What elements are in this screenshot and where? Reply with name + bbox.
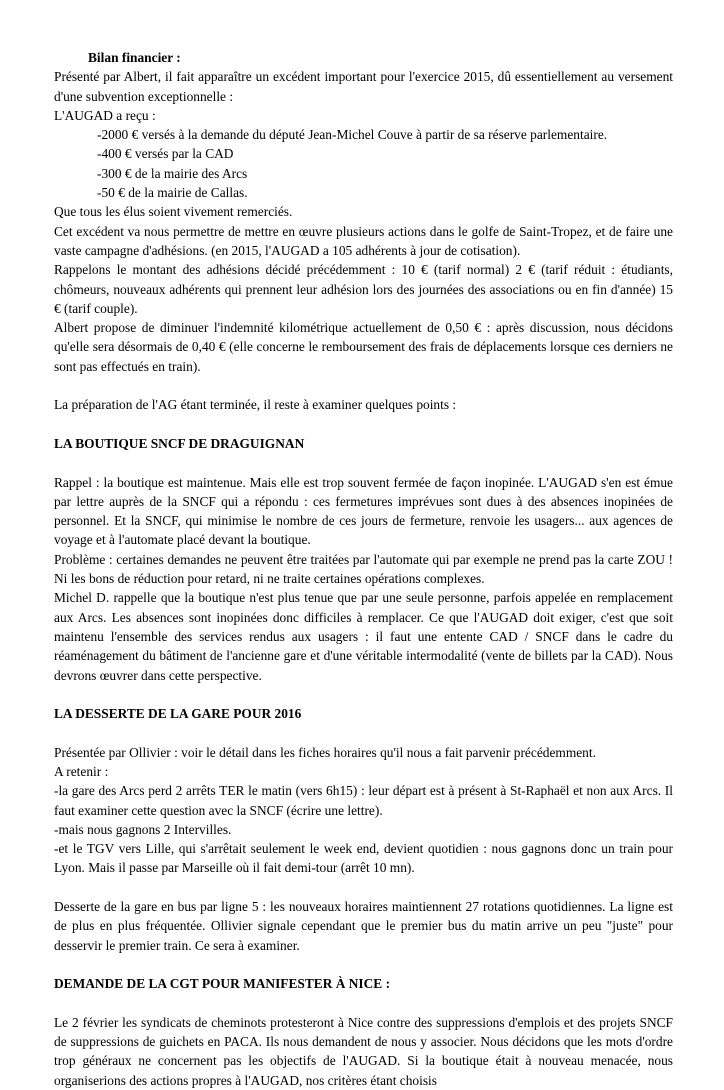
spacer	[54, 685, 673, 704]
bilan-item: -400 € versés par la CAD	[97, 146, 234, 162]
bilan-item: -300 € de la mairie des Arcs	[97, 165, 248, 181]
desserte-paragraph: Présentée par Ollivier : voir le détail dans les fiches horaires qu'il nous a fait parvenir précédemment.	[54, 744, 596, 760]
desserte-heading: LA DESSERTE DE LA GARE POUR 2016	[54, 706, 302, 722]
bilan-paragraph: Rappelons le montant des adhésions décidé précédemment : 10 € (tarif normal) 2 € (tarif réduit : étudiants, chômeurs, nouveaux adhérents qui prennent leur adhésion lors des journées des associations ou en fin d'année) 15 € (tarif couple).	[54, 262, 673, 316]
bilan-item: -50 € de la mairie de Callas.	[97, 185, 248, 201]
spacer	[54, 878, 673, 897]
boutique-paragraph: Rappel : la boutique est maintenue. Mais elle est trop souvent fermée de façon inopinée. L'AUGAD s'en est émue par lettre auprès de la SNCF qui a répondu : ces fermetures imprévues sont dues à des absences inopinées de personnel. Et la SNCF, qui minimise le nombre de ces jours de fermeture, renvoie les usagers... aux agences de voyage et à l'automate placé devant la boutique.	[54, 474, 673, 548]
cgt-paragraph: Le 2 février les syndicats de cheminots protesteront à Nice contre des suppressions d'emplois et des projets SNCF de suppressions de guichets en PACA. Ils nous demandent de nous y associer. Nous décidons que les mots d'ordre trop généraux ne concernent pas les objectifs de l'AUGAD. Si la boutique était à nouveau menacée, nous organiserions des actions propres à l'AUGAD, nos critères étant choisis	[54, 1014, 673, 1088]
document-page	[54, 48, 673, 1090]
spacer	[54, 376, 673, 395]
desserte-paragraph: Desserte de la gare en bus par ligne 5 : les nouveaux horaires maintiennent 27 rotations quotidiennes. La ligne est de plus en plus fréquentée. Ollivier signale cependant que le premier bus du matin arrive un peu "juste" pour desservir le premier train. Ce sera à examiner.	[54, 899, 673, 953]
cgt-heading: DEMANDE DE LA CGT POUR MANIFESTER À NICE :	[54, 976, 391, 992]
bilan-thanks: Que tous les élus soient vivement remerciés.	[54, 204, 293, 220]
bilan-recu-label: L'AUGAD a reçu :	[54, 107, 156, 123]
bilan-intro: Présenté par Albert, il fait apparaître un excédent important pour l'exercice 2015, dû essentiellement au versement d'une subvention exceptionnelle :	[54, 69, 673, 104]
spacer	[54, 955, 673, 974]
spacer	[54, 994, 673, 1013]
bilan-paragraph: La préparation de l'AG étant terminée, il reste à examiner quelques points :	[54, 397, 457, 413]
bilan-paragraph: Cet excédent va nous permettre de mettre en œuvre plusieurs actions dans le golfe de Saint-Tropez, et de faire une vaste campagne d'adhésions. (en 2015, l'AUGAD a 105 adhérents à jour de cotisation).	[54, 223, 673, 258]
desserte-paragraph: -mais nous gagnons 2 Intervilles.	[54, 821, 232, 837]
spacer	[54, 415, 673, 434]
spacer	[54, 453, 673, 472]
boutique-paragraph: Problème : certaines demandes ne peuvent être traitées par l'automate qui par exemple ne prend pas la carte ZOU ! Ni les bons de réduction pour retard, ni ne traite certaines opérations complexes.	[54, 551, 673, 587]
desserte-paragraph: -la gare des Arcs perd 2 arrêts TER le matin (vers 6h15) : leur départ est à présent à St-Raphaël et non aux Arcs. Il faut examiner cette question avec la SNCF (écrire une lettre).	[54, 783, 673, 818]
boutique-heading: LA BOUTIQUE SNCF DE DRAGUIGNAN	[54, 435, 305, 451]
bilan-paragraph: Albert propose de diminuer l'indemnité kilométrique actuellement de 0,50 € : après discussion, nous décidons qu'elle sera désormais de 0,40 € (elle concerne le remboursement des frais de déplacements lorsque ces derniers ne sont pas effectués en train).	[54, 320, 673, 374]
boutique-paragraph: Michel D. rappelle que la boutique n'est plus tenue que par une seule personne, parfois appelée en remplacement aux Arcs. Les absences sont inopinées donc difficiles à remplacer. Ce que l'AUGAD doit exiger, c'est que soit maintenu l'ensemble des services rendus aux usagers : il faut une entente CAD / SNCF dans le cadre du réaménagement du bâtiment de l'ancienne gare et d'une véritable intermodalité (vente de billets par la CAD). Nous devrons œuvrer dans cette perspective.	[54, 590, 673, 683]
bilan-item: -2000 € versés à la demande du député Jean-Michel Couve à partir de sa réserve parlementaire.	[97, 127, 608, 143]
spacer	[54, 723, 673, 742]
desserte-paragraph: A retenir :	[54, 763, 109, 779]
desserte-paragraph: -et le TGV vers Lille, qui s'arrêtait seulement le week end, devient quotidien : nous gagnons donc un train pour Lyon. Mais il passe par Marseille où il fait demi-tour (arrêt 10 mn).	[54, 841, 673, 876]
bilan-title: Bilan financier :	[88, 50, 181, 65]
